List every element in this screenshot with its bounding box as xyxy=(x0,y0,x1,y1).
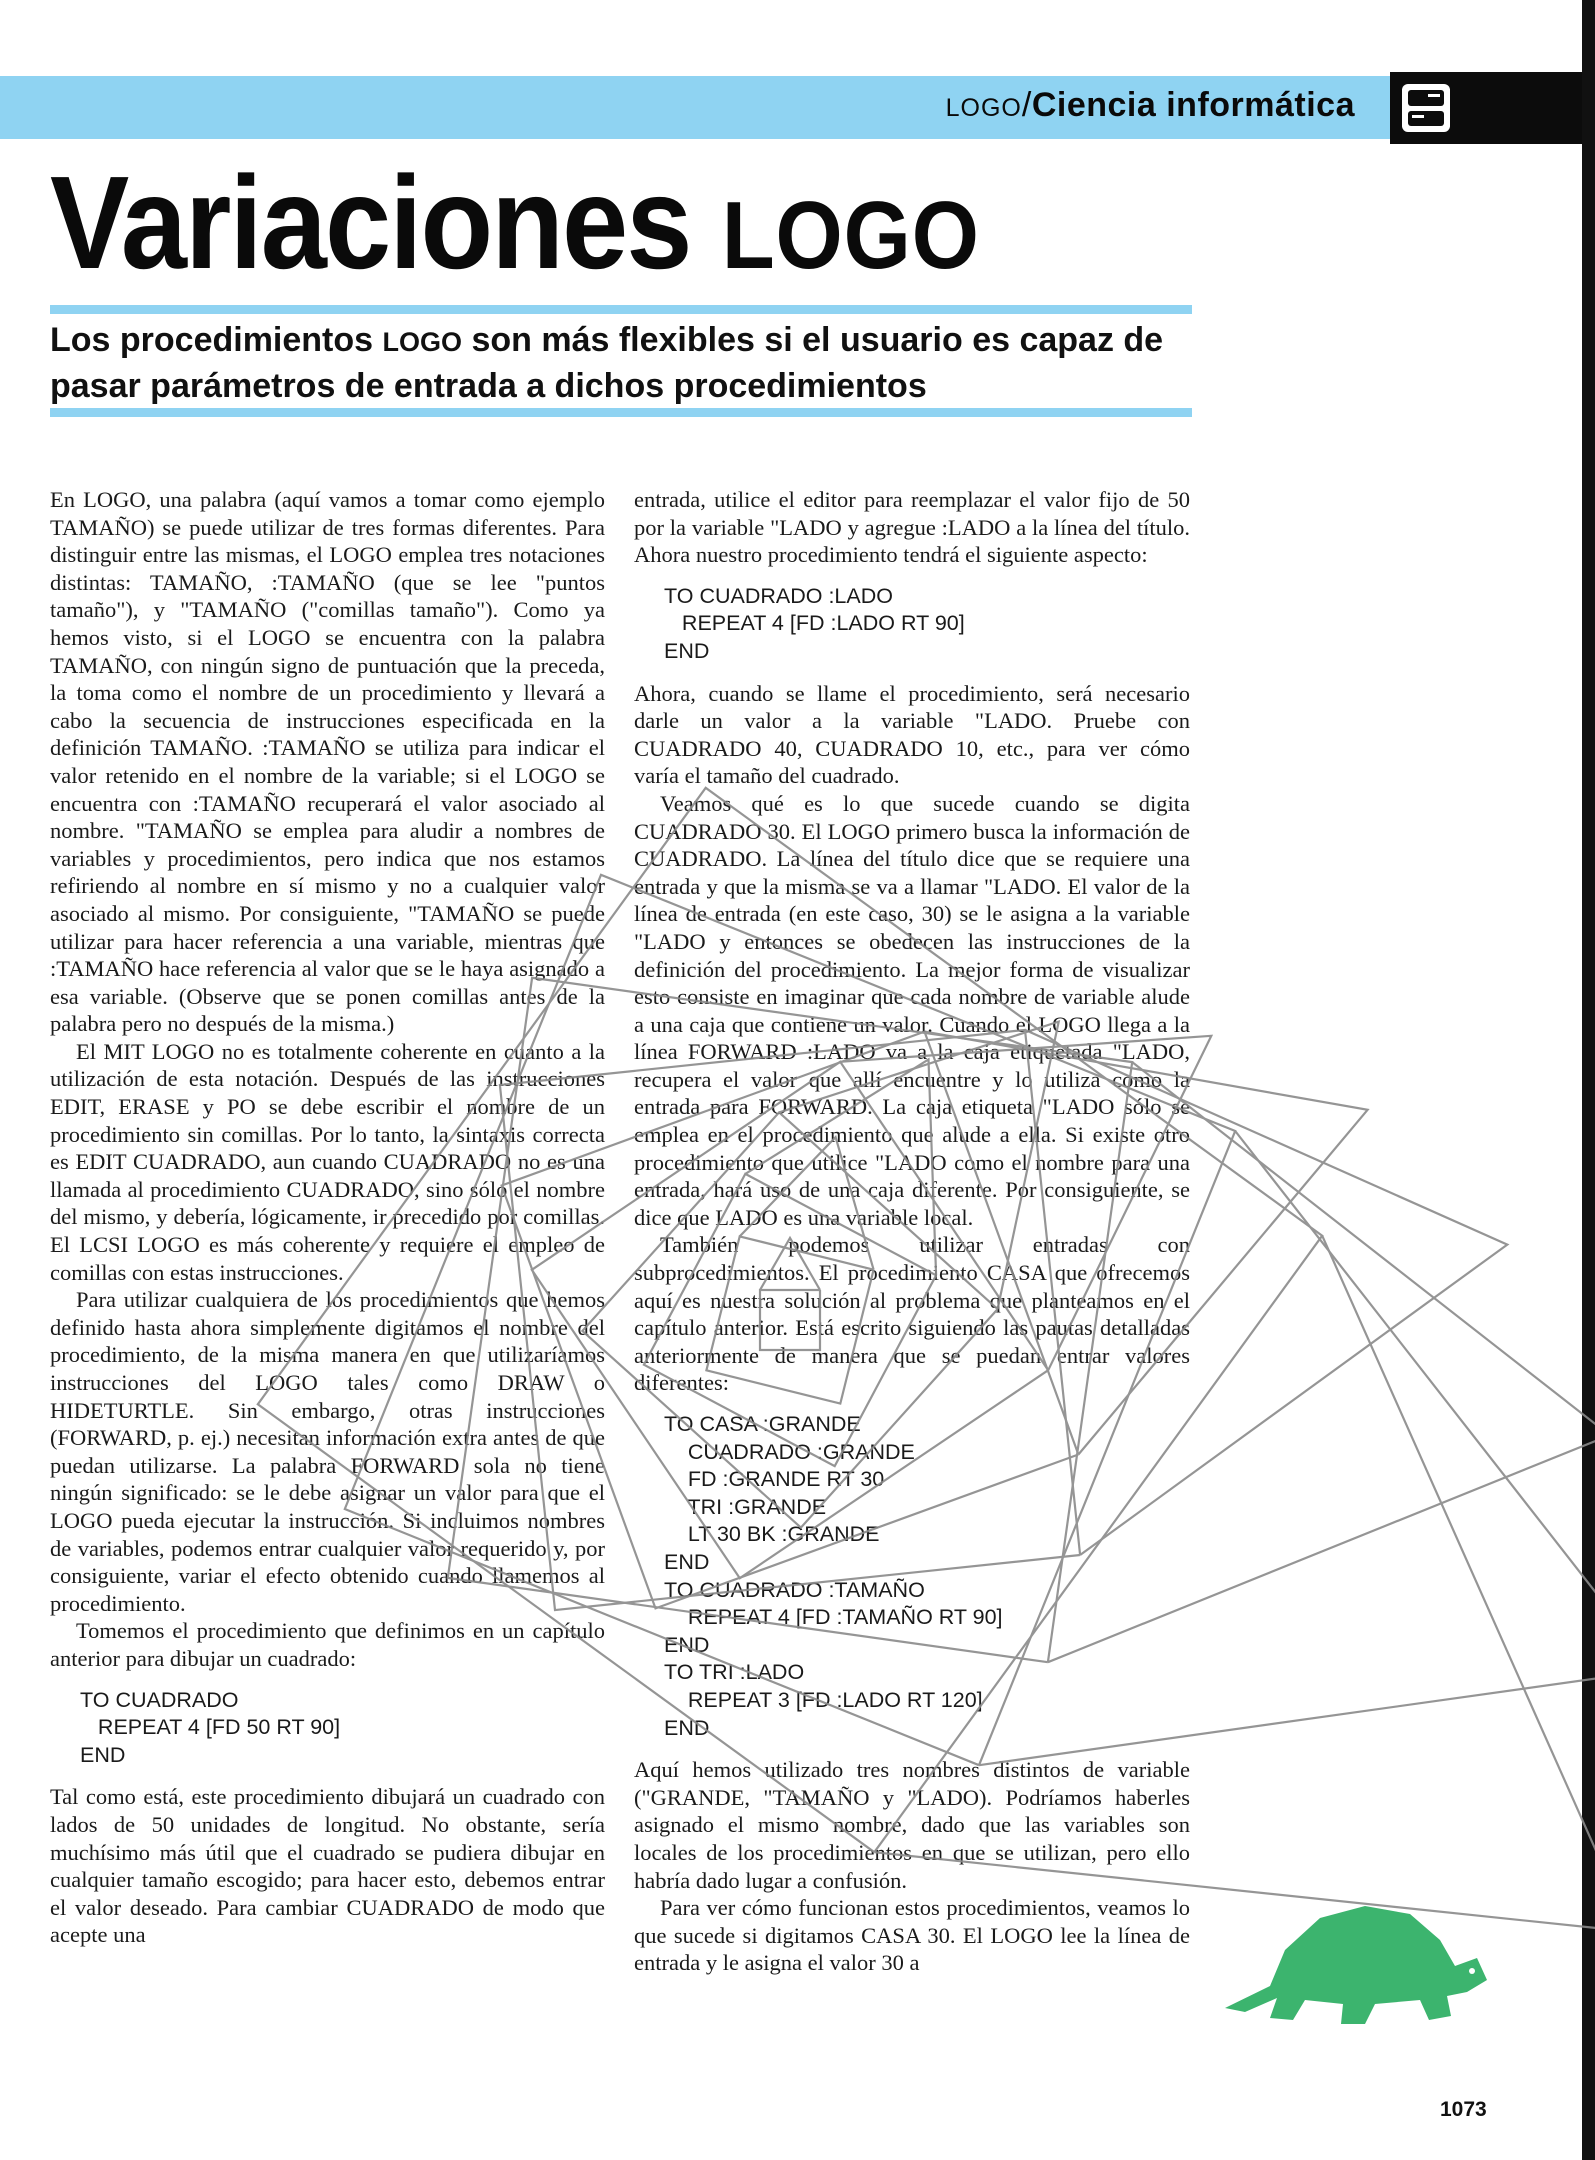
left-paragraph-5: Tal como está, este procedimiento dibujará un cuadrado con lados de 50 unidades de longitud. No obstante, sería muchísimo más útil que el cuadrado se pudiera dibujar en cualquier tamaño escogido; para hacer esto, debemos entrar el valor deseado. Para cambiar CUADRADO de modo que acepte una xyxy=(50,1784,605,1948)
header-separator: / xyxy=(1021,86,1032,124)
right-paragraph-2: Ahora, cuando se llame el procedimiento, será necesario darle un valor a la variable "LADO. Pruebe con CUADRADO 40, CUADRADO 10, etc., para ver cómo varía el tamaño del cuadrado. xyxy=(634,680,1190,789)
title-main: Variaciones xyxy=(50,149,722,296)
code-casa: TO CASA :GRANDE CUADRADO :GRANDE FD :GRANDE RT 30 TRI :GRANDE LT 30 BK :GRANDE END TO CUADRADO :TAMAÑO REPEAT 4 [FD :TAMAÑO RT 90] END TO TRI :LADO REPEAT 3 [FD :LADO RT 120] END xyxy=(664,1412,1003,1740)
turtle-icon xyxy=(1215,1888,1490,2030)
left-column xyxy=(50,486,605,1949)
code-cuadrado-lado: TO CUADRADO :LADO REPEAT 4 [FD :LADO RT 90] END xyxy=(664,583,965,663)
page-title xyxy=(50,148,980,311)
header-prefix: LOGO xyxy=(945,94,1022,122)
subtitle-part1: Los procedimientos xyxy=(50,321,383,359)
subtitle-part2: son más flexibles si el usuario es capaz de pasar parámetros de entrada a dichos procedimientos xyxy=(50,321,1164,405)
page-edge xyxy=(1582,0,1595,2160)
right-paragraph-5: Aquí hemos utilizado tres nombres distintos de variable ("GRANDE, "TAMAÑO y "LADO). Podríamos haberles asignado el mismo nombre, dado que las variables son locales de los procedimientos en que se utilizan, pero ello habría dado lugar a confusión. xyxy=(634,1757,1190,1893)
subtitle-logo: LOGO xyxy=(382,327,462,357)
title-suffix: LOGO xyxy=(721,182,980,289)
left-paragraph-3: Para utilizar cualquiera de los procedimientos que hemos definido hasta ahora simplemente digitamos el nombre del procedimiento, de la misma manera en que utilizaríamos instrucciones del LOGO tales como DRAW o HIDETURTLE. Sin embargo, otras instrucciones (FORWARD, p. ej.) necesitan información extra antes de que puedan utilizarse. La palabra FORWARD sola no tiene ningún significado: se le debe asignar un valor para que el LOGO pueda ejecutar la instrucción. Si incluimos nombres de variables, podemos entrar cualquier valor requerido y, por consiguiente, variar el efecto obtenido cuando llamemos al procedimiento. xyxy=(50,1287,605,1616)
top-rule xyxy=(50,305,1192,314)
bottom-rule xyxy=(50,408,1192,417)
computer-icon xyxy=(1398,80,1454,136)
page-number: 1073 xyxy=(1440,2098,1487,2121)
right-paragraph-6: Para ver cómo funcionan estos procedimientos, veamos lo que sucede si digitamos CASA 30. El LOGO lee la línea de entrada y le asigna el valor 30 a xyxy=(634,1895,1190,1976)
code-cuadrado: TO CUADRADO REPEAT 4 [FD 50 RT 90] END xyxy=(80,1687,341,1767)
left-paragraph-2: El MIT LOGO no es totalmente coherente en cuanto a la utilización de esta notación. Después de las instrucciones EDIT, ERASE y PO se debe escribir el nombre de un procedimiento sin comillas. Por lo tanto, la sintaxis correcta es EDIT CUADRADO, aun cuando CUADRADO no es una llamada al procedimiento CUADRADO, sino sólo el nombre del mismo, y debería, lógicamente, ir precedido por comillas. El LCSI LOGO es más coherente y requiere el empleo de comillas con estas instrucciones. xyxy=(50,1038,605,1285)
right-column xyxy=(634,486,1190,1977)
right-paragraph-3: Veamos qué es lo que sucede cuando se digita CUADRADO 30. El LOGO primero busca la información de CUADRADO. La línea del título dice que se requiere una entrada y que la misma se va a llamar "LADO. El valor de la línea de entrada (en este caso, 30) se le asigna a la variable "LADO y entonces se obedecen las instrucciones de la definición del procedimiento. La mejor forma de visualizar esto consiste en imaginar que cada nombre de variable alude a una caja que contiene un valor. Cuando el LOGO llega a la línea FORWARD :LADO va a la caja etiquetada "LADO, recupera el valor que allí encuentre y lo utiliza como la entrada para FORWARD. La caja etiqueta "LADO sólo se emplea en el procedimiento que alude a ella. Si existe otro procedimiento que utilice "LADO como el nombre para una entrada, hará uso de una caja diferente. Por consiguiente, se dice que LADO es una variable local. xyxy=(634,790,1190,1230)
left-paragraph-1: En LOGO, una palabra (aquí vamos a tomar como ejemplo TAMAÑO) se puede utilizar de tres formas diferentes. Para distinguir entre las mismas, el LOGO emplea tres notaciones distintas: TAMAÑO, :TAMAÑO (que se lee "puntos tamaño"), y "TAMAÑO ("comillas tamaño"). Como ya hemos visto, si el LOGO se encuentra con la palabra TAMAÑO, con ningún signo de puntuación que la preceda, la toma como el nombre de un procedimiento y llevará a cabo la secuencia de instrucciones especificada en la definición TAMAÑO. :TAMAÑO se utiliza para indicar el valor retenido en el nombre de la variable; si el LOGO se encuentra con :TAMAÑO recuperará el valor asociado al nombre. "TAMAÑO se emplea para aludir a nombres de variables y procedimientos, pero indica que nos estamos refiriendo al nombre en sí mismo y no a cualquier valor asociado al mismo. Por consiguiente, "TAMAÑO se puede utilizar para hacer referencia a una variable, mientras que :TAMAÑO hace referencia al valor que se le haya asignado a esa variable. (Observe que se ponen comillas antes de la palabra pero no después de la misma.) xyxy=(50,487,605,1037)
subtitle xyxy=(50,318,1200,408)
right-paragraph-1: entrada, utilice el editor para reemplazar el valor fijo de 50 por la variable "LADO y agregue :LADO a la línea del título. Ahora nuestro procedimiento tendrá el siguiente aspecto: xyxy=(634,487,1190,568)
section-header xyxy=(946,86,1355,125)
right-paragraph-4: También podemos utilizar entradas con subprocedimientos. El procedimiento CASA que ofrecemos aquí es nuestra solución al problema que planteamos en el capítulo anterior. Está escrito siguiendo las pautas detalladas anteriormente de manera que se puedan entrar valores diferentes: xyxy=(634,1232,1190,1396)
header-section: Ciencia informática xyxy=(1031,86,1355,124)
left-paragraph-4: Tomemos el procedimiento que definimos en un capítulo anterior para dibujar un cuadrado: xyxy=(50,1618,605,1671)
